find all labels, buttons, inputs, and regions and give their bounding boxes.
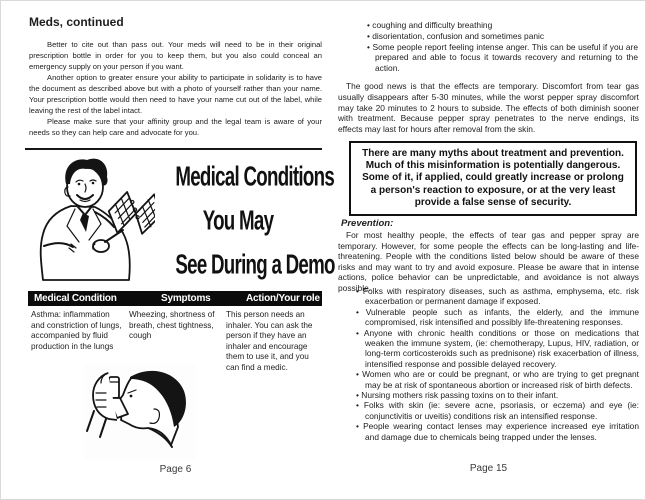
list-item: • People wearing contact lenses may experience increased eye irritation and damage due to chemicals being trapped under the lenses. (356, 421, 639, 442)
paragraph: Better to cite out than pass out. Your meds will need to be in their original prescription bottle in order for you to keep them, but you also could conceal an emergency supply on your person if you want. (29, 40, 322, 71)
feature-title-line: Medical Conditions (175, 159, 335, 192)
paragraph: Please make sure that your affinity group and the legal team is aware of your needs so they can help care and advocate for you. (29, 117, 322, 137)
list-item: • Folks with respiratory diseases, such as asthma, emphysema, etc. risk exacerbation or permanent damage if exposed. (356, 286, 639, 307)
vintage-man-reading-booklet-illustration (31, 154, 155, 288)
warning-line: a person's reaction to exposure, or at the very least (370, 184, 616, 196)
cell-symptoms: Wheezing, shortness of breath, chest tightness, cough (129, 310, 215, 341)
feature-title-line: See During a Demo (175, 248, 335, 281)
prevention-bullet-list (356, 286, 639, 442)
column-header-symptoms: Symptoms (161, 293, 211, 304)
warning-line: There are many myths about treatment and prevention. (362, 148, 624, 159)
list-item: • Women who are or could be pregnant, or who are trying to get pregnant may be at risk of spontaneous abortion or increased risk of birth defects. (356, 369, 639, 390)
section-heading: Meds, continued (29, 15, 124, 29)
list-item: • Anyone with chronic health conditions or those on medications that weaken the immune system, (ie: chemotherapy, Lupus, HIV, radiation, or long-term corticosteroids such as prednisone) risk exacerbation of illness, intensified response and possible delayed recovery. (356, 328, 639, 370)
table-header-row (28, 291, 322, 306)
list-item: • Some people report feeling intense anger. This can be useful if you are prepared and able to focus it towards recovery and returning to the action. (367, 42, 638, 74)
page-number-left: Page 6 (159, 464, 192, 475)
divider-line (25, 148, 322, 150)
warning-box (349, 141, 637, 216)
feature-title (151, 154, 335, 287)
cell-medical-condition: Asthma: inflammation and constriction of lungs, accompanied by fluid production in the lungs (31, 310, 122, 351)
page-number-right: Page 15 (469, 463, 508, 474)
list-item: • Folks with skin (ie: severe acne, psoriasis, or eczema) and eye (ie: conjunctivitis or uveitis) conditions risk an intensified response. (356, 400, 639, 421)
meds-paragraphs (29, 39, 322, 138)
paragraph: Another option to greater ensure your ability to participate in solidarity is to have the document as described above but with a photo of yourself rather than your name. Your prescription bottle would then need to have your name cut out of the label, while leaving the rest of the label intact. (29, 73, 322, 115)
feature-title-line: You May (202, 204, 274, 236)
list-item: • disorientation, confusion and sometimes panic (367, 31, 638, 42)
column-header-medical-condition: Medical Condition (34, 293, 117, 304)
prevention-intro-paragraph: For most healthy people, the effects of tear gas and pepper spray are temporary. However, for some people the effects can be long-lasting and life-threatening. People with the conditions listed below should be aware of these risks and may want to try and avoid exposure. Please be aware that in intense actions, police behavior can be unpredictable, and avoidance is not always possible. (338, 230, 639, 293)
list-item: • coughing and difficulty breathing (367, 20, 638, 31)
list-item: • Nursing mothers risk passing toxins on to their infant. (356, 390, 639, 400)
list-item: • Vulnerable people such as infants, the elderly, and the immune compromised, risk intensified and possibly life-threatening responses. (356, 307, 639, 328)
prevention-heading: Prevention: (341, 218, 394, 229)
effects-bullet-list (367, 20, 638, 74)
warning-line: provide a false sense of security. (414, 196, 572, 208)
warning-line: Much of this misinformation is potentially dangerous. (365, 160, 621, 172)
good-news-paragraph: The good news is that the effects are temporary. Discomfort from tear gas usually disappears after 5-30 minutes, while the worst pepper spray discomfort may take 20 minutes to 2 hours to subside. The effects of both diminish sooner with treatment. Because pepper spray penetrates to the nerve endings, its effects may last for hours after removal from the skin. (338, 81, 639, 135)
man-using-asthma-inhaler-illustration (84, 365, 196, 459)
column-header-action: Action/Your role (246, 293, 320, 304)
cell-action: This person needs an inhaler. You can ask the person if they have an inhaler and encourage them to use it, and you can find a medic. (226, 310, 313, 372)
warning-line: Some of it, if applied, could greatly increase or prolong (362, 172, 624, 184)
